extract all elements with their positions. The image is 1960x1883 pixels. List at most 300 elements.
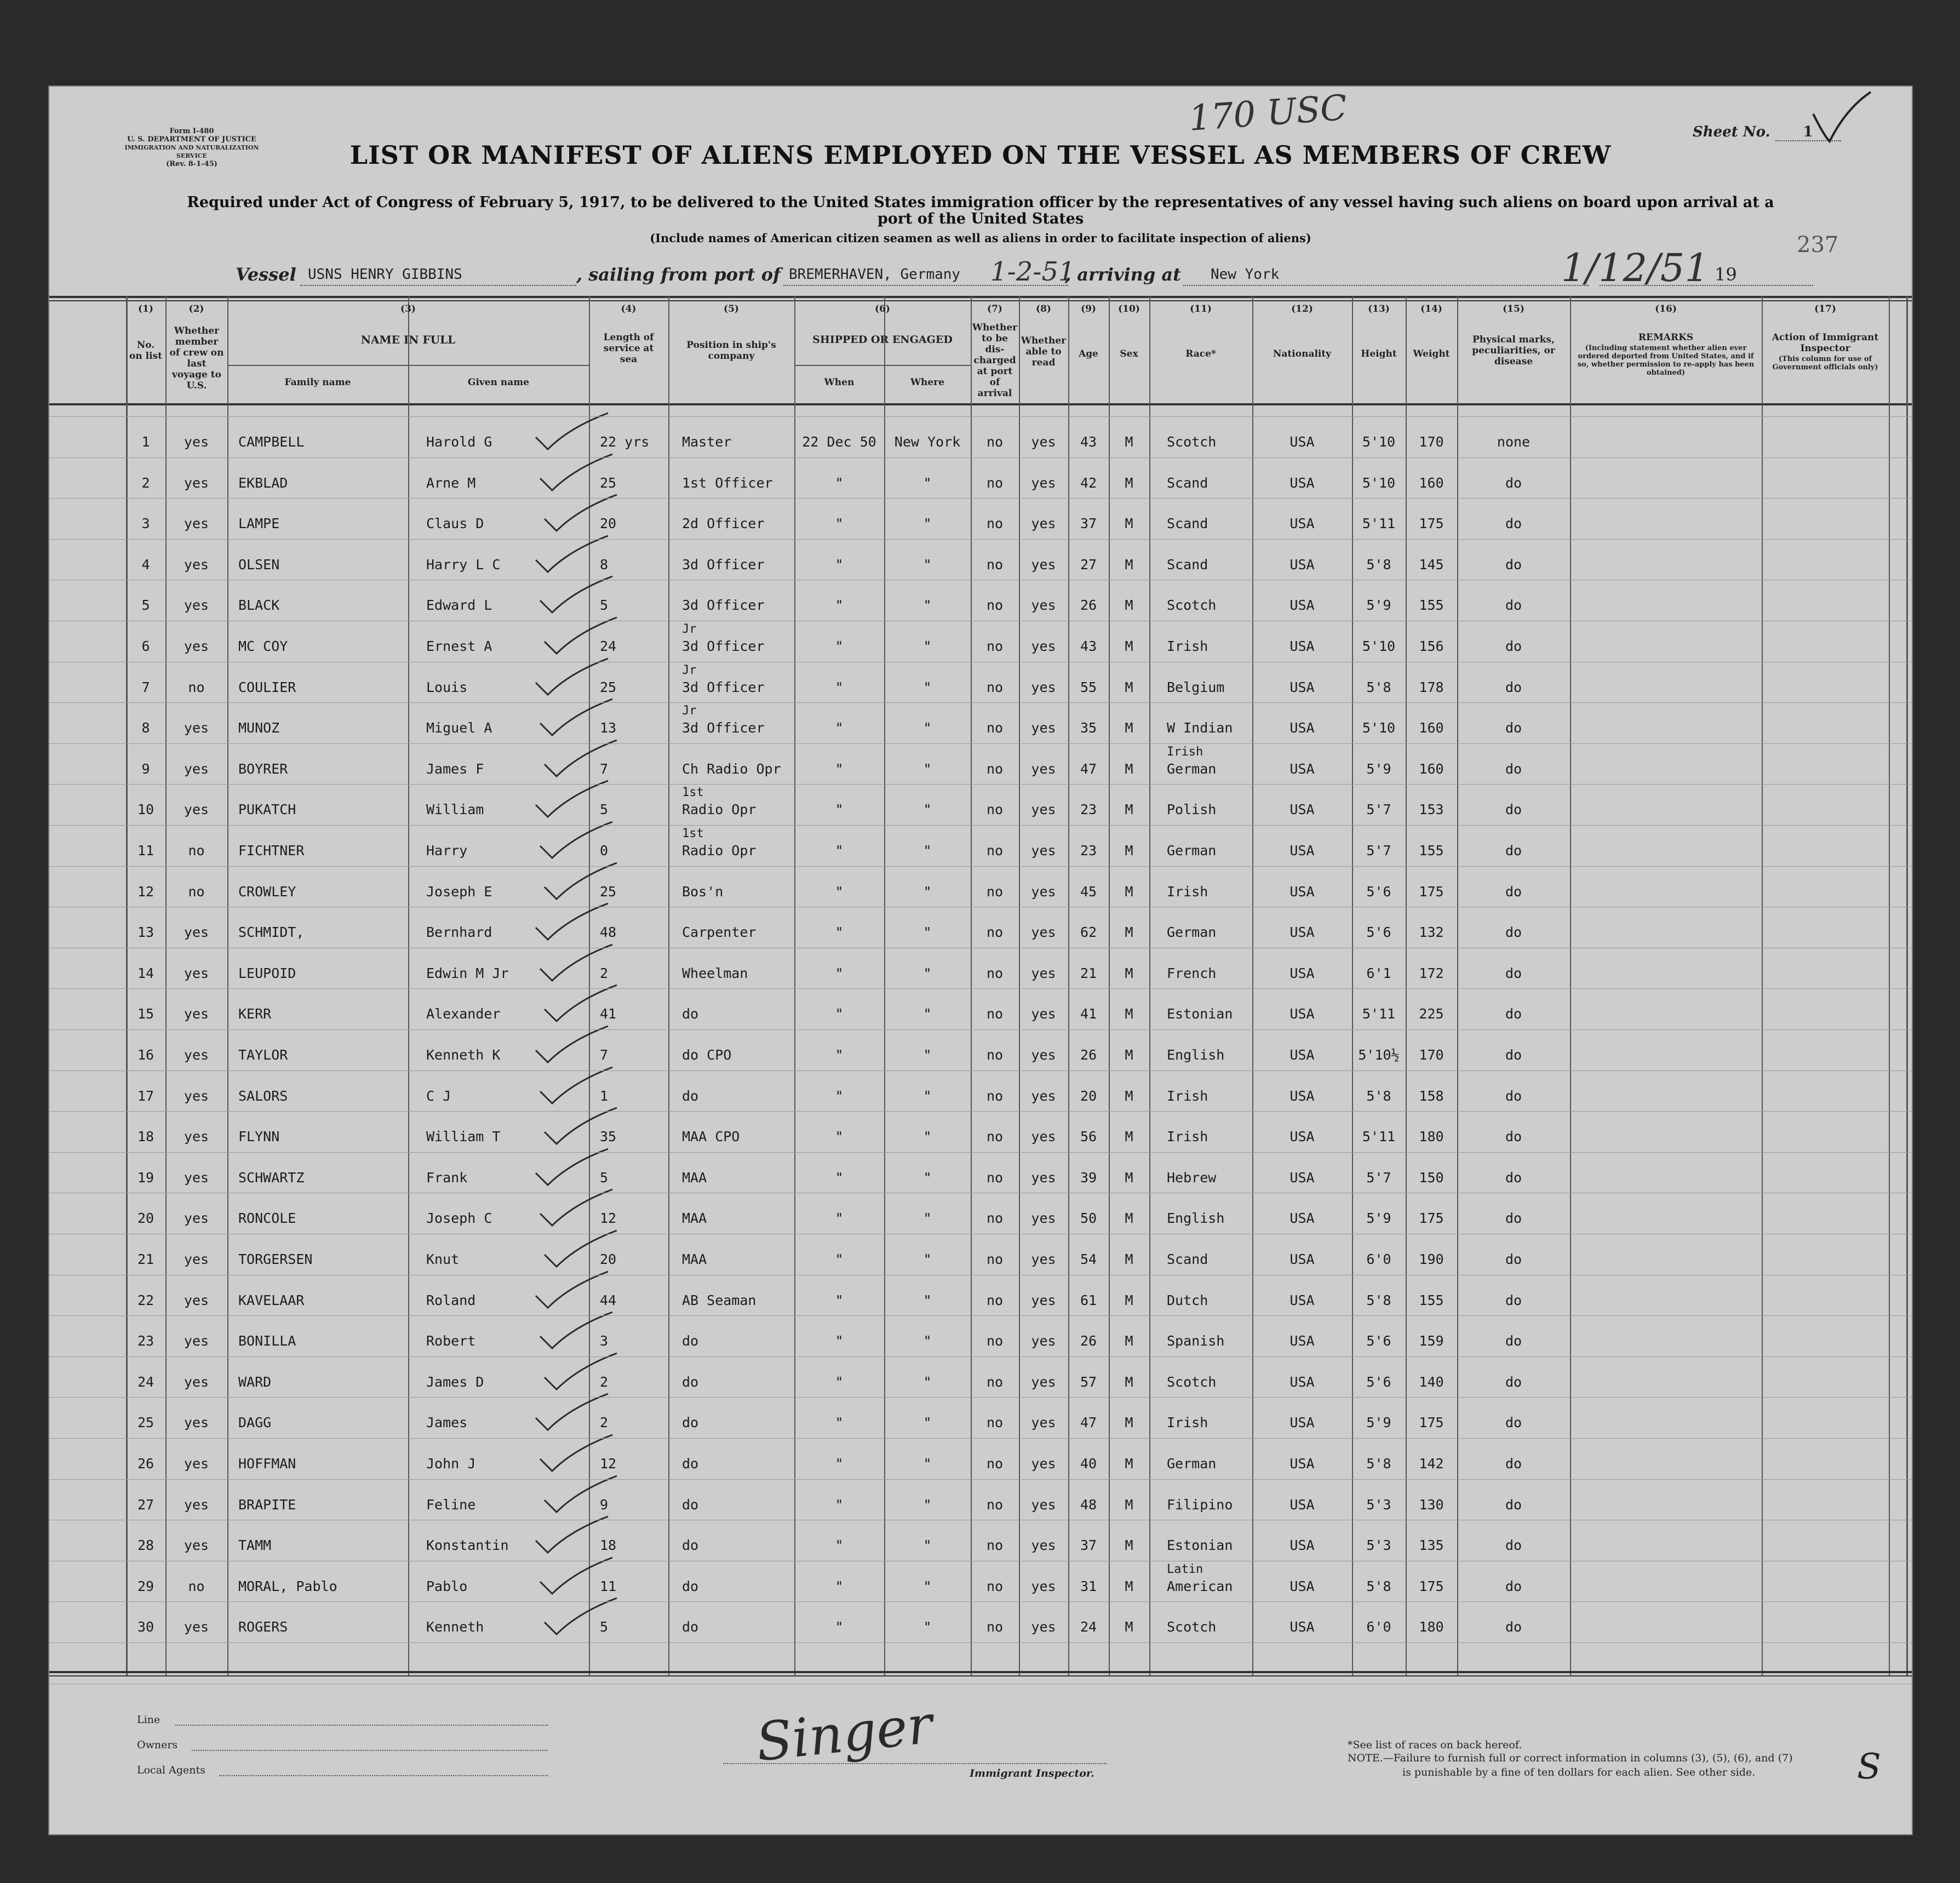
row-nationality: USA xyxy=(1290,556,1315,573)
row-when: " xyxy=(835,1456,844,1472)
row-race: Scand xyxy=(1167,516,1208,532)
row-family-name: BRAPITE xyxy=(238,1496,296,1513)
row-marks: do xyxy=(1505,1537,1522,1554)
row-number: 21 xyxy=(137,1251,154,1267)
row-age: 57 xyxy=(1080,1373,1097,1390)
row-race: Hebrew xyxy=(1167,1169,1217,1186)
col-num-1: (1) xyxy=(138,304,153,314)
row-discharged: no xyxy=(986,434,1004,450)
row-nationality: USA xyxy=(1290,720,1315,736)
row-where: " xyxy=(923,1129,932,1145)
row-nationality: USA xyxy=(1290,1292,1315,1308)
row-height: 5'6 xyxy=(1366,924,1391,941)
row-nationality: USA xyxy=(1290,1496,1315,1513)
col-num-2: (2) xyxy=(188,304,204,314)
row-height: 5'8 xyxy=(1366,1578,1391,1594)
row-discharged: no xyxy=(986,474,1004,491)
row-where: " xyxy=(923,843,932,858)
row-weight: 153 xyxy=(1419,802,1444,818)
row-height: 5'11 xyxy=(1362,516,1396,532)
row-voyage: yes xyxy=(184,556,209,573)
row-service: 25 xyxy=(600,474,617,491)
row-read: yes xyxy=(1031,434,1056,450)
row-family-name: CROWLEY xyxy=(238,883,296,900)
header-height: Height xyxy=(1361,348,1397,359)
row-height: 5'9 xyxy=(1366,597,1391,614)
row-given-name: Feline xyxy=(426,1496,476,1513)
row-marks: do xyxy=(1505,1619,1522,1635)
row-given-name: Roland xyxy=(426,1292,476,1308)
row-weight: 175 xyxy=(1419,883,1444,900)
row-given-name: Bernhard xyxy=(426,924,492,941)
row-age: 24 xyxy=(1080,1619,1097,1635)
row-weight: 225 xyxy=(1419,1006,1444,1022)
row-position: Ch Radio Opr xyxy=(682,760,781,777)
row-race: Belgium xyxy=(1167,679,1225,695)
row-where: New York xyxy=(894,434,961,450)
check-tick-icon xyxy=(531,779,614,822)
row-when: " xyxy=(835,760,844,777)
check-tick-icon xyxy=(531,1024,614,1068)
row-family-name: BONILLA xyxy=(238,1333,296,1349)
inspector-signature: Singer xyxy=(753,1693,936,1773)
header-remarks: REMARKS xyxy=(1638,332,1694,343)
header-no-on-list: No. on list xyxy=(129,340,162,362)
row-sex: M xyxy=(1125,965,1133,981)
row-read: yes xyxy=(1031,1047,1056,1063)
row-age: 47 xyxy=(1080,1415,1097,1431)
crew-table xyxy=(49,296,1912,1676)
row-position: MAA xyxy=(682,1169,707,1186)
check-tick-icon xyxy=(536,942,618,986)
row-age: 43 xyxy=(1080,638,1097,654)
header-when: When xyxy=(824,377,855,388)
row-family-name: FICHTNER xyxy=(238,843,305,858)
row-nationality: USA xyxy=(1290,760,1315,777)
col-num-7: (7) xyxy=(987,304,1002,314)
row-when: " xyxy=(835,1251,844,1267)
row-where: " xyxy=(923,516,932,532)
row-read: yes xyxy=(1031,1415,1056,1431)
header-given-name: Given name xyxy=(467,377,530,388)
check-tick-icon xyxy=(531,901,614,945)
row-nationality: USA xyxy=(1290,434,1315,450)
row-discharged: no xyxy=(986,843,1004,858)
row-voyage: yes xyxy=(184,474,209,491)
row-nationality: USA xyxy=(1290,843,1315,858)
row-family-name: SALORS xyxy=(238,1088,288,1104)
row-number: 19 xyxy=(137,1169,154,1186)
row-read: yes xyxy=(1031,1251,1056,1267)
row-weight: 150 xyxy=(1419,1169,1444,1186)
row-family-name: WARD xyxy=(238,1373,272,1390)
header-able-to-read: Whether able to read xyxy=(1021,335,1067,368)
row-given-name: Knut xyxy=(426,1251,460,1267)
row-race: Scotch xyxy=(1167,597,1217,614)
row-sex: M xyxy=(1125,883,1133,900)
footer-owners-label: Owners xyxy=(137,1739,178,1751)
row-when: " xyxy=(835,924,844,941)
row-position: MAA xyxy=(682,1210,707,1227)
row-given-name: Louis xyxy=(426,679,468,695)
row-marks: do xyxy=(1505,965,1522,981)
row-height: 5'3 xyxy=(1366,1496,1391,1513)
col-num-14: (14) xyxy=(1420,304,1442,314)
row-discharged: no xyxy=(986,638,1004,654)
row-service: 41 xyxy=(600,1006,617,1022)
row-where: " xyxy=(923,760,932,777)
row-family-name: SCHWARTZ xyxy=(238,1169,305,1186)
arrival-date: 1/12/51 xyxy=(1561,245,1709,290)
row-age: 23 xyxy=(1080,843,1097,858)
row-given-name: Kenneth xyxy=(426,1619,484,1635)
row-voyage: yes xyxy=(184,1210,209,1227)
row-race: American xyxy=(1167,1578,1233,1594)
row-race: Estonian xyxy=(1167,1006,1233,1022)
row-read: yes xyxy=(1031,1006,1056,1022)
row-marks: do xyxy=(1505,760,1522,777)
row-position: Bos'n xyxy=(682,883,724,900)
row-nationality: USA xyxy=(1290,924,1315,941)
row-position: do CPO xyxy=(682,1047,732,1063)
row-weight: 175 xyxy=(1419,516,1444,532)
row-service: 48 xyxy=(600,924,617,941)
check-tick-icon xyxy=(531,1392,614,1435)
check-tick-icon xyxy=(536,574,618,618)
check-tick-icon xyxy=(540,1596,622,1640)
row-number: 25 xyxy=(137,1415,154,1431)
row-race: Irish xyxy=(1167,1129,1208,1145)
row-race: Irish xyxy=(1167,1415,1208,1431)
form-service: IMMIGRATION AND NATURALIZATION SERVICE xyxy=(124,144,259,159)
row-height: 5'11 xyxy=(1362,1006,1396,1022)
check-tick-icon xyxy=(540,861,622,905)
row-position: do xyxy=(682,1537,699,1554)
row-weight: 155 xyxy=(1419,843,1444,858)
row-age: 39 xyxy=(1080,1169,1097,1186)
row-number: 28 xyxy=(137,1537,154,1554)
col-num-15: (15) xyxy=(1503,304,1525,314)
row-given-name: Joseph E xyxy=(426,883,492,900)
row-service: 25 xyxy=(600,883,617,900)
row-voyage: yes xyxy=(184,1415,209,1431)
header-nationality: Nationality xyxy=(1273,348,1332,359)
row-number: 30 xyxy=(137,1619,154,1635)
check-tick-icon xyxy=(531,656,614,700)
note-races: *See list of races on back hereof. xyxy=(1348,1739,1522,1751)
col-num-4: (4) xyxy=(621,304,637,314)
row-race-prefix: Irish xyxy=(1167,745,1203,759)
row-where: " xyxy=(923,1006,932,1022)
row-position: 3d Officer xyxy=(682,720,765,736)
row-discharged: no xyxy=(986,965,1004,981)
row-age: 45 xyxy=(1080,883,1097,900)
row-sex: M xyxy=(1125,924,1133,941)
row-read: yes xyxy=(1031,1333,1056,1349)
row-discharged: no xyxy=(986,1210,1004,1227)
row-age: 26 xyxy=(1080,1047,1097,1063)
row-marks: do xyxy=(1505,720,1522,736)
row-sex: M xyxy=(1125,556,1133,573)
row-weight: 160 xyxy=(1419,760,1444,777)
row-read: yes xyxy=(1031,516,1056,532)
row-given-name: Edward L xyxy=(426,597,492,614)
row-voyage: yes xyxy=(184,1088,209,1104)
row-read: yes xyxy=(1031,1088,1056,1104)
row-family-name: MUNOZ xyxy=(238,720,280,736)
row-nationality: USA xyxy=(1290,516,1315,532)
row-read: yes xyxy=(1031,1578,1056,1594)
row-when: " xyxy=(835,1169,844,1186)
row-sex: M xyxy=(1125,597,1133,614)
row-family-name: TAYLOR xyxy=(238,1047,288,1063)
row-number: 6 xyxy=(141,638,150,654)
row-height: 5'9 xyxy=(1366,1210,1391,1227)
row-age: 26 xyxy=(1080,1333,1097,1349)
header-age: Age xyxy=(1079,348,1098,359)
row-height: 5'10 xyxy=(1362,638,1396,654)
row-family-name: BOYRER xyxy=(238,760,288,777)
row-number: 3 xyxy=(141,516,150,532)
row-when: " xyxy=(835,1006,844,1022)
row-read: yes xyxy=(1031,924,1056,941)
row-height: 5'8 xyxy=(1366,1088,1391,1104)
row-service: 5 xyxy=(600,802,609,818)
row-position: AB Seaman xyxy=(682,1292,757,1308)
row-race: English xyxy=(1167,1210,1225,1227)
row-number: 11 xyxy=(137,843,154,858)
check-tick-icon xyxy=(536,452,618,496)
subtitle-line-2: port of the United States xyxy=(877,210,1084,227)
row-when: " xyxy=(835,1333,844,1349)
check-tick-icon xyxy=(540,615,622,659)
row-weight: 160 xyxy=(1419,474,1444,491)
row-position: 3d Officer xyxy=(682,556,765,573)
sheet-label: Sheet No. xyxy=(1693,124,1770,140)
col-num-6: (6) xyxy=(875,304,890,314)
check-tick-icon xyxy=(536,1310,618,1354)
row-family-name: LAMPE xyxy=(238,516,280,532)
row-service: 2 xyxy=(600,1373,609,1390)
row-position: 3d Officer xyxy=(682,597,765,614)
row-weight: 130 xyxy=(1419,1496,1444,1513)
row-race: Scotch xyxy=(1167,1373,1217,1390)
row-weight: 135 xyxy=(1419,1537,1444,1554)
row-weight: 132 xyxy=(1419,924,1444,941)
check-tick-icon xyxy=(540,1106,622,1149)
row-nationality: USA xyxy=(1290,1456,1315,1472)
row-height: 5'10½ xyxy=(1358,1047,1400,1063)
header-name-in-full: NAME IN FULL xyxy=(360,333,456,346)
row-read: yes xyxy=(1031,760,1056,777)
row-given-name: Konstantin xyxy=(426,1537,509,1554)
row-age: 55 xyxy=(1080,679,1097,695)
row-voyage: yes xyxy=(184,802,209,818)
row-position-prefix: Jr xyxy=(682,704,697,718)
row-position: do xyxy=(682,1415,699,1431)
stamp-number: 237 xyxy=(1797,232,1839,257)
row-number: 17 xyxy=(137,1088,154,1104)
row-sex: M xyxy=(1125,1578,1133,1594)
row-marks: do xyxy=(1505,1415,1522,1431)
row-position: 3d Officer xyxy=(682,638,765,654)
check-tick-icon xyxy=(540,1351,622,1395)
row-number: 22 xyxy=(137,1292,154,1308)
row-weight: 172 xyxy=(1419,965,1444,981)
row-position: Radio Opr xyxy=(682,843,757,858)
row-marks: do xyxy=(1505,1333,1522,1349)
row-where: " xyxy=(923,1373,932,1390)
row-height: 5'7 xyxy=(1366,802,1391,818)
row-marks: do xyxy=(1505,802,1522,818)
row-family-name: KERR xyxy=(238,1006,272,1022)
row-discharged: no xyxy=(986,1415,1004,1431)
row-weight: 180 xyxy=(1419,1619,1444,1635)
row-voyage: yes xyxy=(184,434,209,450)
row-when: " xyxy=(835,679,844,695)
row-when: " xyxy=(835,1129,844,1145)
row-sex: M xyxy=(1125,1047,1133,1063)
row-read: yes xyxy=(1031,1373,1056,1390)
row-height: 5'8 xyxy=(1366,1456,1391,1472)
row-family-name: OLSEN xyxy=(238,556,280,573)
vessel-row xyxy=(236,245,1824,291)
row-weight: 140 xyxy=(1419,1373,1444,1390)
row-height: 5'8 xyxy=(1366,1292,1391,1308)
row-sex: M xyxy=(1125,679,1133,695)
row-given-name: Pablo xyxy=(426,1578,468,1594)
row-marks: do xyxy=(1505,1047,1522,1063)
row-height: 5'9 xyxy=(1366,760,1391,777)
row-when: " xyxy=(835,1047,844,1063)
col-num-17: (17) xyxy=(1814,304,1836,314)
header-action-note: (This column for use of Government officials only) xyxy=(1772,355,1878,371)
row-read: yes xyxy=(1031,556,1056,573)
row-voyage: yes xyxy=(184,1169,209,1186)
header-shipped-engaged: SHIPPED OR ENGAGED xyxy=(812,334,953,346)
inspector-label: Immigrant Inspector. xyxy=(970,1767,1094,1779)
row-given-name: Alexander xyxy=(426,1006,501,1022)
row-age: 26 xyxy=(1080,597,1097,614)
row-position: do xyxy=(682,1456,699,1472)
row-height: 6'0 xyxy=(1366,1251,1391,1267)
row-given-name: Edwin M Jr xyxy=(426,965,509,981)
row-where: " xyxy=(923,924,932,941)
row-service: 5 xyxy=(600,1619,609,1635)
subtitle-line-1: Required under Act of Congress of February 5, 1917, to be delivered to the United States immigration officer by the representatives of any vessel having such aliens on board upon arrival at a xyxy=(187,194,1774,211)
col-num-16: (16) xyxy=(1655,304,1677,314)
row-age: 47 xyxy=(1080,760,1097,777)
row-weight: 170 xyxy=(1419,434,1444,450)
row-discharged: no xyxy=(986,1578,1004,1594)
row-discharged: no xyxy=(986,516,1004,532)
handwritten-top: 170 USC xyxy=(1187,88,1349,139)
row-age: 35 xyxy=(1080,720,1097,736)
row-marks: do xyxy=(1505,1169,1522,1186)
row-read: yes xyxy=(1031,843,1056,858)
row-number: 8 xyxy=(141,720,150,736)
year-prefix: 19 xyxy=(1715,264,1737,285)
header-length-service: Length of service at sea xyxy=(603,332,654,365)
row-given-name: Joseph C xyxy=(426,1210,492,1227)
row-service: 35 xyxy=(600,1129,617,1145)
row-nationality: USA xyxy=(1290,1006,1315,1022)
arriving-label: , arriving at xyxy=(1065,264,1181,285)
row-where: " xyxy=(923,1619,932,1635)
row-number: 13 xyxy=(137,924,154,941)
row-race: Irish xyxy=(1167,1088,1208,1104)
row-sex: M xyxy=(1125,1537,1133,1554)
row-nationality: USA xyxy=(1290,1210,1315,1227)
col-num-12: (12) xyxy=(1291,304,1313,314)
row-nationality: USA xyxy=(1290,1169,1315,1186)
row-where: " xyxy=(923,1292,932,1308)
col-num-3: (3) xyxy=(400,304,416,314)
row-sex: M xyxy=(1125,1088,1133,1104)
sailing-date: 1-2-51 xyxy=(990,256,1075,287)
row-voyage: yes xyxy=(184,760,209,777)
row-when: " xyxy=(835,1292,844,1308)
row-read: yes xyxy=(1031,638,1056,654)
row-position: do xyxy=(682,1333,699,1349)
row-read: yes xyxy=(1031,802,1056,818)
row-service: 9 xyxy=(600,1496,609,1513)
footer-line-label: Line xyxy=(137,1714,161,1726)
subtitle-line-3: (Include names of American citizen seamen as well as aliens in order to facilitate inspection of aliens) xyxy=(650,231,1311,245)
row-number: 27 xyxy=(137,1496,154,1513)
row-sex: M xyxy=(1125,638,1133,654)
row-race: German xyxy=(1167,843,1217,858)
row-given-name: Claus D xyxy=(426,516,484,532)
row-position-prefix: 1st xyxy=(682,827,704,840)
row-position: do xyxy=(682,1578,699,1594)
row-discharged: no xyxy=(986,1251,1004,1267)
footer-agents-label: Local Agents xyxy=(137,1764,205,1776)
row-number: 29 xyxy=(137,1578,154,1594)
row-discharged: no xyxy=(986,1619,1004,1635)
row-voyage: yes xyxy=(184,516,209,532)
row-sex: M xyxy=(1125,1619,1133,1635)
row-family-name: PUKATCH xyxy=(238,802,296,818)
row-race: German xyxy=(1167,760,1217,777)
row-voyage: yes xyxy=(184,1537,209,1554)
row-race: Estonian xyxy=(1167,1537,1233,1554)
row-when: " xyxy=(835,802,844,818)
check-tick-icon xyxy=(536,1187,618,1231)
row-race: English xyxy=(1167,1047,1225,1063)
col-num-5: (5) xyxy=(724,304,739,314)
row-nationality: USA xyxy=(1290,883,1315,900)
row-family-name: TAMM xyxy=(238,1537,272,1554)
row-sex: M xyxy=(1125,434,1133,450)
row-position: do xyxy=(682,1088,699,1104)
col-num-13: (13) xyxy=(1368,304,1390,314)
row-service: 7 xyxy=(600,1047,609,1063)
row-when: " xyxy=(835,516,844,532)
row-sex: M xyxy=(1125,843,1133,858)
row-number: 15 xyxy=(137,1006,154,1022)
row-given-name: Ernest A xyxy=(426,638,492,654)
row-marks: do xyxy=(1505,556,1522,573)
row-when: 22 Dec 50 xyxy=(802,434,876,450)
row-service: 5 xyxy=(600,597,609,614)
row-number: 5 xyxy=(141,597,150,614)
row-number: 12 xyxy=(137,883,154,900)
row-voyage: yes xyxy=(184,1373,209,1390)
row-marks: do xyxy=(1505,1251,1522,1267)
row-when: " xyxy=(835,1537,844,1554)
row-family-name: LEUPOID xyxy=(238,965,296,981)
